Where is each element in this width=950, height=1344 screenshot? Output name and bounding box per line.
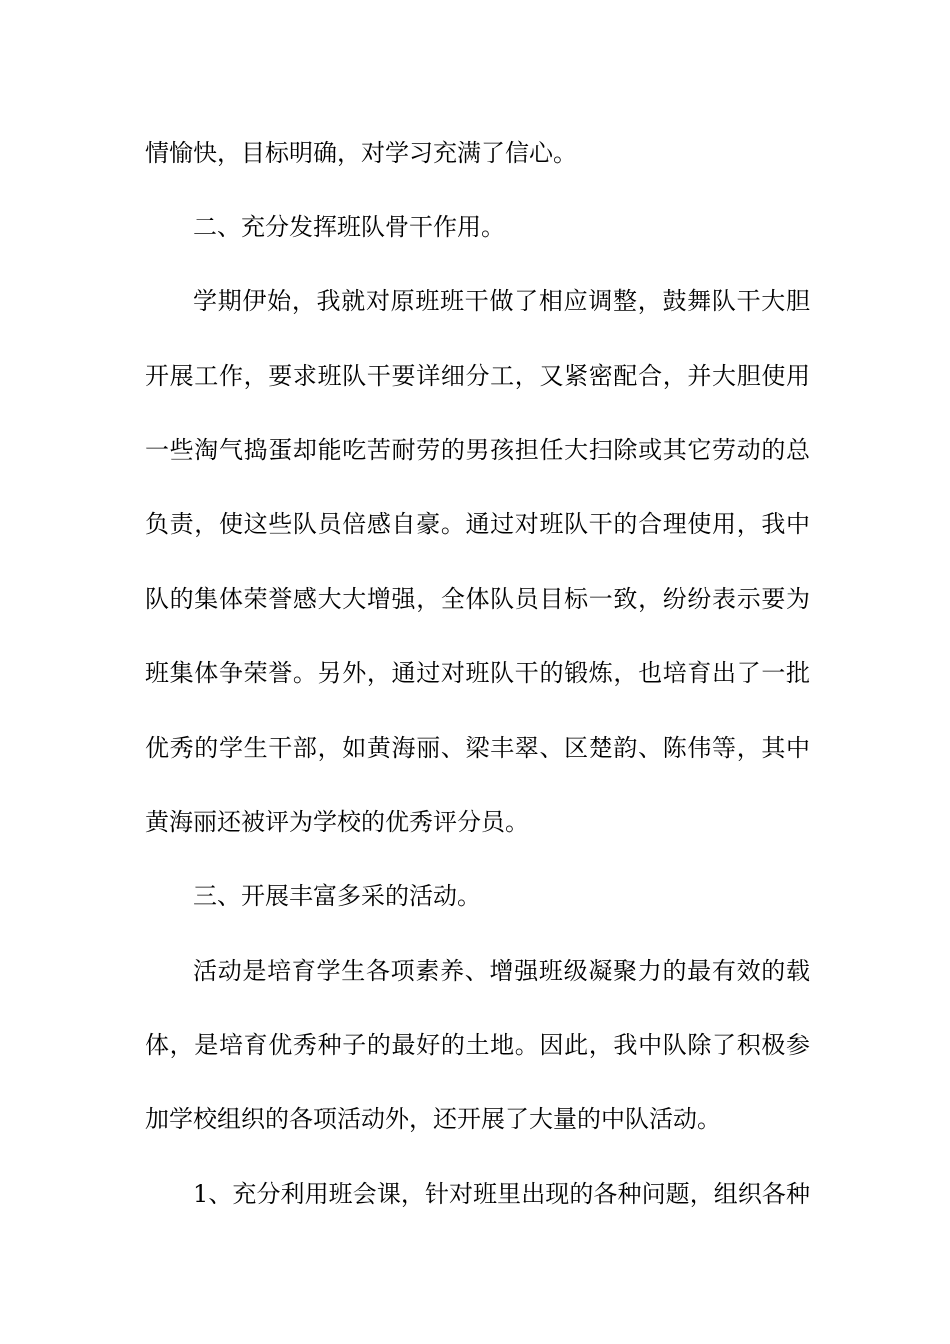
text-line: 开展工作，要求班队干要详细分工，又紧密配合，并大胆使用: [145, 362, 810, 390]
text-line: 体，是培育优秀种子的最好的土地。因此，我中队除了积极参: [145, 1031, 810, 1059]
text-line: 队的集体荣誉感大大增强，全体队员目标一致，纷纷表示要为: [145, 585, 810, 613]
text-line: 活动是培育学生各项素养、增强班级凝聚力的最有效的载: [193, 957, 810, 985]
text-line: 优秀的学生干部，如黄海丽、梁丰翠、区楚韵、陈伟等，其中: [145, 734, 810, 762]
section-heading: 二、充分发挥班队骨干作用。: [193, 213, 505, 241]
text-line: 情愉快，目标明确，对学习充满了信心。: [145, 139, 577, 167]
text-line: 黄海丽还被评为学校的优秀评分员。: [145, 808, 529, 836]
section-heading: 三、开展丰富多采的活动。: [193, 882, 481, 910]
text-line: 加学校组织的各项活动外，还开展了大量的中队活动。: [145, 1105, 721, 1133]
text-line: 1、充分利用班会课，针对班里出现的各种问题，组织各种: [193, 1180, 810, 1208]
text-line: 一些淘气捣蛋却能吃苦耐劳的男孩担任大扫除或其它劳动的总: [145, 436, 810, 464]
text-line: 学期伊始，我就对原班班干做了相应调整，鼓舞队干大胆: [193, 287, 810, 315]
text-line: 负责，使这些队员倍感自豪。通过对班队干的合理使用，我中: [145, 510, 810, 538]
text-line: 班集体争荣誉。另外，通过对班队干的锻炼，也培育出了一批: [145, 659, 810, 687]
